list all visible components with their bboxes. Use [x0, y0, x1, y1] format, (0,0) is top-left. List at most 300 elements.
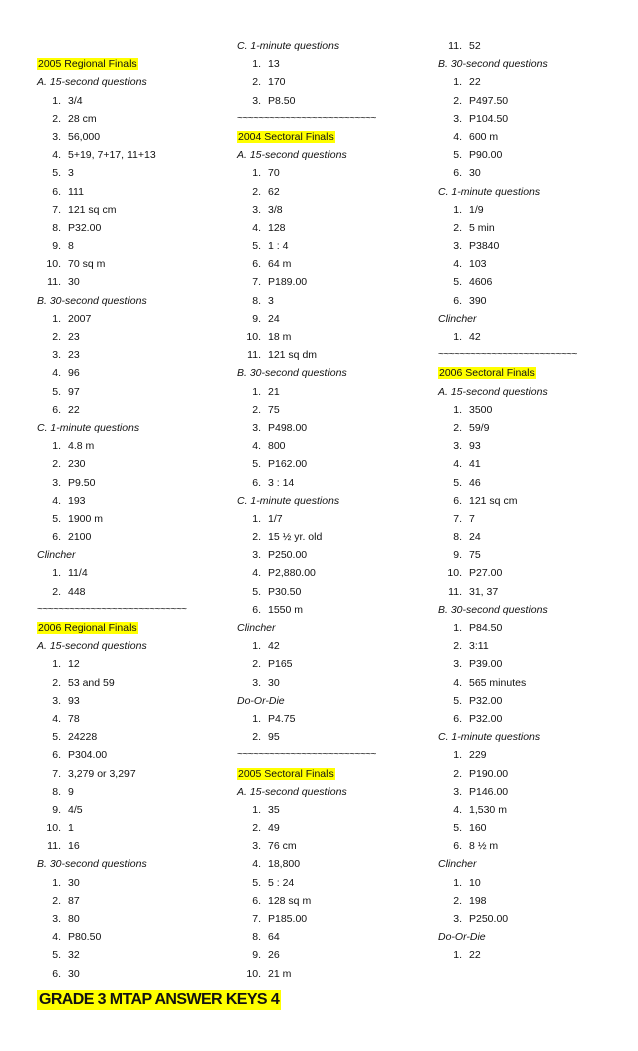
answer-number: 6. [453, 294, 462, 307]
answer-number: 2. [453, 767, 462, 780]
answer-number: 5. [52, 512, 61, 525]
answer-item [37, 437, 227, 455]
answer-number: 1. [52, 658, 61, 671]
answer-value: 2007 [68, 312, 92, 325]
answer-value: 26 [268, 949, 280, 962]
answer-number: 4. [52, 931, 61, 944]
answer-value: 15 ½ yr. old [268, 531, 323, 544]
answer-item [37, 910, 227, 928]
answer-number: 5. [453, 822, 462, 835]
answer-item [237, 710, 427, 728]
answer-value: 229 [469, 749, 487, 762]
answer-item [37, 583, 227, 601]
answer-number: 1. [453, 749, 462, 762]
answer-value: P8.50 [268, 94, 296, 107]
answer-item [438, 583, 628, 601]
answer-number: 4. [252, 567, 261, 580]
answer-number: 5. [453, 149, 462, 162]
answer-number: 3. [453, 658, 462, 671]
answer-number: 2. [252, 658, 261, 671]
answer-value: P190.00 [469, 767, 509, 780]
answer-item [237, 819, 427, 837]
answer-number: 11. [448, 40, 462, 52]
answer-item [438, 92, 628, 110]
answer-value: 4/5 [68, 803, 83, 816]
answer-item [438, 837, 628, 855]
section-heading: A. 15-second questions [37, 640, 147, 653]
answer-item [237, 164, 427, 182]
answer-value: P146.00 [469, 785, 509, 798]
answer-value: 52 [469, 40, 481, 52]
answer-number: 3. [252, 549, 261, 562]
answer-number: 7. [453, 512, 462, 525]
answer-number: 6. [52, 749, 61, 762]
answer-item [37, 728, 227, 746]
answer-item [37, 492, 227, 510]
answer-number: 3. [453, 440, 462, 453]
answer-item [37, 128, 227, 146]
answer-item [438, 801, 628, 819]
answer-value: 70 [268, 167, 280, 180]
section-heading: B. 30-second questions [37, 858, 147, 871]
answer-value: 30 [68, 967, 80, 980]
answer-value: 64 m [268, 258, 292, 271]
answer-number: 8. [252, 294, 261, 307]
answer-item [37, 946, 227, 964]
answer-number: 5. [453, 276, 462, 289]
answer-number: 4. [52, 494, 61, 507]
answer-item [237, 183, 427, 201]
answer-item [37, 255, 227, 273]
answer-value: P32.00 [469, 694, 503, 707]
answer-item [37, 346, 227, 364]
answer-number: 3. [52, 913, 61, 925]
answer-value: 30 [469, 167, 481, 180]
answer-value: 128 sq m [268, 894, 312, 907]
answer-item [237, 219, 427, 237]
answer-value: 12 [68, 658, 80, 671]
answer-item [37, 328, 227, 346]
answer-number: 2. [52, 894, 61, 907]
answer-value: 10 [469, 876, 481, 889]
competition-heading-text: 2004 Sectoral Finals [238, 130, 334, 143]
competition-heading [237, 765, 427, 783]
answer-value: 21 m [268, 967, 292, 980]
answer-value: 13 [268, 58, 280, 71]
answer-item [438, 328, 628, 346]
answer-number: 6. [52, 403, 61, 416]
answer-number: 1. [252, 167, 261, 180]
answer-value: 62 [268, 185, 280, 198]
answer-item [438, 219, 628, 237]
answer-number: 7. [252, 913, 261, 925]
answer-number: 3. [453, 913, 462, 925]
answer-value: P90.00 [469, 149, 503, 162]
answer-item [438, 765, 628, 783]
answer-number: 1. [453, 949, 462, 962]
answer-number: 3. [252, 676, 261, 689]
answer-item [237, 965, 427, 983]
answer-number: 2. [252, 185, 261, 198]
answer-value: 1/9 [469, 203, 484, 216]
answer-item [37, 310, 227, 328]
answer-item [438, 146, 628, 164]
answer-number: 1. [453, 622, 462, 634]
answer-item [438, 128, 628, 146]
answer-value: P9.50 [68, 476, 96, 489]
answer-item [237, 419, 427, 437]
answer-value: 78 [68, 712, 80, 725]
answer-value: 128 [268, 221, 286, 234]
answer-number: 9. [52, 240, 61, 253]
section-heading: C. 1-minute questions [438, 185, 541, 198]
answer-number: 3. [52, 694, 61, 707]
answer-item [37, 765, 227, 783]
answer-number: 5. [52, 385, 61, 398]
answer-value: 49 [268, 822, 280, 835]
section-heading: Clincher [37, 549, 76, 562]
answer-value: P4.75 [268, 712, 296, 725]
tilde-separator: ~~~~~~~~~~~~~~~~~~~~~~~~~~ [237, 112, 376, 124]
answer-item [438, 455, 628, 473]
answer-value: 3500 [469, 403, 493, 416]
answer-item [237, 92, 427, 110]
answer-item [237, 528, 427, 546]
tilde-separator: ~~~~~~~~~~~~~~~~~~~~~~~~~~ [438, 349, 577, 361]
answer-number: 6. [453, 494, 462, 507]
answer-item [37, 273, 227, 291]
answer-number: 10. [246, 967, 261, 980]
section-heading: B. 30-second questions [237, 367, 347, 380]
answer-item [37, 455, 227, 473]
answer-value: 56,000 [68, 130, 101, 143]
answer-value: 565 minutes [469, 676, 527, 689]
answer-value: 103 [469, 258, 487, 271]
answer-item [438, 692, 628, 710]
answer-number: 4. [252, 440, 261, 453]
answer-item [237, 728, 427, 746]
answer-item [37, 746, 227, 764]
answer-number: 3. [252, 94, 261, 107]
answer-item [237, 655, 427, 673]
answer-item [438, 874, 628, 892]
answer-number: 1. [252, 803, 261, 816]
answer-number: 2. [453, 421, 462, 434]
competition-heading [237, 128, 427, 146]
answer-number: 6. [52, 185, 61, 198]
answer-item [37, 965, 227, 983]
answer-number: 3. [453, 112, 462, 125]
answer-value: 600 m [469, 130, 499, 143]
answer-item [237, 310, 427, 328]
section-heading: C. 1-minute questions [237, 40, 340, 52]
answer-value: 3/4 [68, 94, 83, 107]
answer-item [438, 746, 628, 764]
answer-value: 3 : 14 [268, 476, 295, 489]
answer-item [438, 783, 628, 801]
answer-number: 8. [52, 221, 61, 234]
competition-heading-text: 2005 Sectoral Finals [238, 767, 334, 780]
answer-number: 6. [52, 531, 61, 544]
answer-number: 2. [252, 531, 261, 544]
answer-value: P250.00 [469, 913, 509, 925]
answer-number: 2. [52, 585, 61, 598]
answer-number: 9. [252, 949, 261, 962]
answer-number: 4. [52, 367, 61, 380]
answer-number: 1. [453, 203, 462, 216]
answer-number: 9. [252, 312, 261, 325]
answer-value: P498.00 [268, 421, 308, 434]
answer-number: 4. [453, 130, 462, 143]
answer-number: 3. [52, 349, 61, 362]
answer-number: 8. [453, 531, 462, 544]
answer-number: 4. [453, 676, 462, 689]
answer-value: 23 [68, 349, 80, 362]
competition-heading-text: 2005 Regional Finals [38, 58, 137, 71]
answer-value: 32 [68, 949, 80, 962]
competition-heading [37, 619, 227, 637]
answer-value: 53 and 59 [68, 676, 115, 689]
answer-number: 2. [453, 94, 462, 107]
answer-item [237, 564, 427, 582]
answer-number: 6. [453, 712, 462, 725]
answer-number: 2. [52, 458, 61, 471]
answer-value: 96 [68, 367, 80, 380]
answer-number: 5. [52, 731, 61, 744]
answer-number: 8. [252, 931, 261, 944]
answer-item [438, 492, 628, 510]
answer-value: 4.8 m [68, 440, 95, 453]
answer-item [438, 674, 628, 692]
answer-number: 7. [52, 767, 61, 780]
answer-value: P27.00 [469, 567, 503, 580]
answer-value: 31, 37 [469, 585, 499, 598]
answer-value: P165 [268, 658, 293, 671]
answer-item [438, 510, 628, 528]
answer-value: 5 : 24 [268, 876, 295, 889]
answer-number: 8. [52, 785, 61, 798]
answer-number: 1. [453, 403, 462, 416]
answer-number: 1. [252, 385, 261, 398]
answer-value: P104.50 [469, 112, 509, 125]
answer-value: P304.00 [68, 749, 108, 762]
answer-value: 64 [268, 931, 280, 944]
answer-value: 87 [68, 894, 80, 907]
answer-item [37, 401, 227, 419]
answer-item [37, 801, 227, 819]
answer-number: 4. [252, 221, 261, 234]
answer-number: 2. [252, 731, 261, 744]
section-heading: C. 1-minute questions [37, 421, 140, 434]
section-heading: Do-Or-Die [438, 931, 486, 944]
answer-value: 18,800 [268, 858, 301, 871]
answer-item [237, 55, 427, 73]
answer-number: 5. [52, 949, 61, 962]
answer-value: 1/7 [268, 512, 283, 525]
answer-value: 121 sq cm [469, 494, 518, 507]
answer-value: 18 m [268, 331, 292, 343]
competition-heading-text: 2006 Sectoral Finals [439, 367, 535, 380]
answer-number: 6. [252, 894, 261, 907]
answer-value: P189.00 [268, 276, 308, 289]
answer-item [37, 783, 227, 801]
section-heading: Do-Or-Die [237, 694, 285, 707]
answer-number: 5. [453, 476, 462, 489]
answer-number: 3. [252, 840, 261, 853]
answer-item [237, 801, 427, 819]
answer-value: P497.50 [469, 94, 509, 107]
answer-item [438, 73, 628, 91]
answer-item [37, 528, 227, 546]
answer-item [37, 928, 227, 946]
answer-value: 111 [68, 185, 84, 198]
answer-number: 7. [252, 276, 261, 289]
answer-value: 3,279 or 3,297 [68, 767, 136, 780]
answer-value: 8 ½ m [469, 840, 499, 853]
answer-item [438, 546, 628, 564]
blank-line [37, 37, 227, 55]
answer-value: 24228 [68, 731, 98, 744]
tilde-separator: ~~~~~~~~~~~~~~~~~~~~~~~~~~~~ [37, 603, 187, 615]
answer-value: 390 [469, 294, 487, 307]
answer-number: 3. [52, 476, 61, 489]
answer-item [438, 255, 628, 273]
answer-number: 5. [52, 167, 61, 180]
answer-number: 10. [447, 567, 462, 580]
section-heading: C. 1-minute questions [438, 731, 541, 744]
answer-item [237, 946, 427, 964]
answer-number: 7. [52, 203, 61, 216]
answer-value: 24 [268, 312, 280, 325]
answer-number: 2. [252, 822, 261, 835]
answer-value: 97 [68, 385, 80, 398]
answer-value: P2,880.00 [268, 567, 316, 580]
answer-value: 11/4 [68, 567, 88, 580]
answer-value: P3840 [469, 240, 500, 253]
answer-item [237, 273, 427, 291]
answer-value: 5+19, 7+17, 11+13 [68, 149, 156, 162]
answer-value: 46 [469, 476, 481, 489]
answer-item [37, 892, 227, 910]
answer-value: 42 [469, 331, 481, 343]
answer-number: 10. [246, 331, 261, 343]
answer-item [37, 819, 227, 837]
answer-number: 1. [453, 331, 462, 343]
answer-value: 95 [268, 731, 280, 744]
answer-value: P32.00 [68, 221, 102, 234]
answer-number: 2. [453, 221, 462, 234]
answer-item [237, 237, 427, 255]
answer-item [237, 910, 427, 928]
answer-value: 30 [68, 876, 80, 889]
answer-value: P39.00 [469, 658, 503, 671]
answer-item [37, 364, 227, 382]
answer-number: 3. [52, 130, 61, 143]
answer-value: 93 [469, 440, 481, 453]
answer-value: 70 sq m [68, 258, 106, 271]
answer-item [237, 201, 427, 219]
answer-number: 5. [453, 694, 462, 707]
answer-item [438, 237, 628, 255]
answer-value: 22 [68, 403, 80, 416]
answer-item [438, 110, 628, 128]
answer-item [37, 92, 227, 110]
answer-item [237, 637, 427, 655]
competition-heading [438, 364, 628, 382]
section-heading: B. 30-second questions [37, 294, 147, 307]
answer-number: 11. [448, 585, 462, 598]
answer-number: 4. [52, 712, 61, 725]
answer-value: P84.50 [469, 622, 503, 634]
answer-item [438, 419, 628, 437]
answer-item [37, 710, 227, 728]
answer-value: 1550 m [268, 603, 304, 616]
answer-item [438, 619, 628, 637]
answer-item [237, 255, 427, 273]
answer-value: P162.00 [268, 458, 308, 471]
answer-value: 1900 m [68, 512, 104, 525]
answer-value: 93 [68, 694, 80, 707]
answer-value: P80.50 [68, 931, 102, 944]
answer-item [37, 474, 227, 492]
answer-number: 10. [46, 258, 61, 271]
answer-item [237, 401, 427, 419]
answer-item [237, 855, 427, 873]
answer-value: 230 [68, 458, 86, 471]
answer-item [438, 273, 628, 291]
answer-item [237, 510, 427, 528]
section-heading: Clincher [438, 312, 477, 325]
answer-number: 5. [252, 240, 261, 253]
answer-number: 5. [252, 458, 261, 471]
answer-value: 42 [268, 640, 280, 653]
answer-value: 80 [68, 913, 80, 925]
answer-value: 75 [268, 403, 280, 416]
section-heading: B. 30-second questions [438, 58, 548, 71]
answer-item [237, 474, 427, 492]
answer-item [438, 946, 628, 964]
answer-item [237, 455, 427, 473]
answer-item [438, 437, 628, 455]
answer-column-2 [237, 37, 427, 983]
answer-number: 2. [252, 76, 261, 89]
answer-item [37, 564, 227, 582]
answer-item [37, 146, 227, 164]
answer-number: 1. [52, 440, 61, 453]
answer-item [438, 292, 628, 310]
answer-item [438, 819, 628, 837]
answer-value: 76 cm [268, 840, 297, 853]
answer-item [237, 328, 427, 346]
answer-value: 24 [469, 531, 481, 544]
answer-number: 1. [52, 876, 61, 889]
answer-value: 21 [268, 385, 280, 398]
answer-value: 448 [68, 585, 86, 598]
answer-value: 22 [469, 76, 481, 89]
answer-number: 6. [453, 840, 462, 853]
answer-item [37, 164, 227, 182]
answer-number: 1. [52, 312, 61, 325]
answer-value: 193 [68, 494, 86, 507]
answer-number: 4. [52, 149, 61, 162]
answer-item [237, 837, 427, 855]
answer-number: 6. [453, 167, 462, 180]
answer-item [438, 528, 628, 546]
answer-item [37, 655, 227, 673]
section-heading: A. 15-second questions [37, 76, 147, 89]
answer-value: 3:11 [469, 640, 489, 653]
section-heading: C. 1-minute questions [237, 494, 340, 507]
